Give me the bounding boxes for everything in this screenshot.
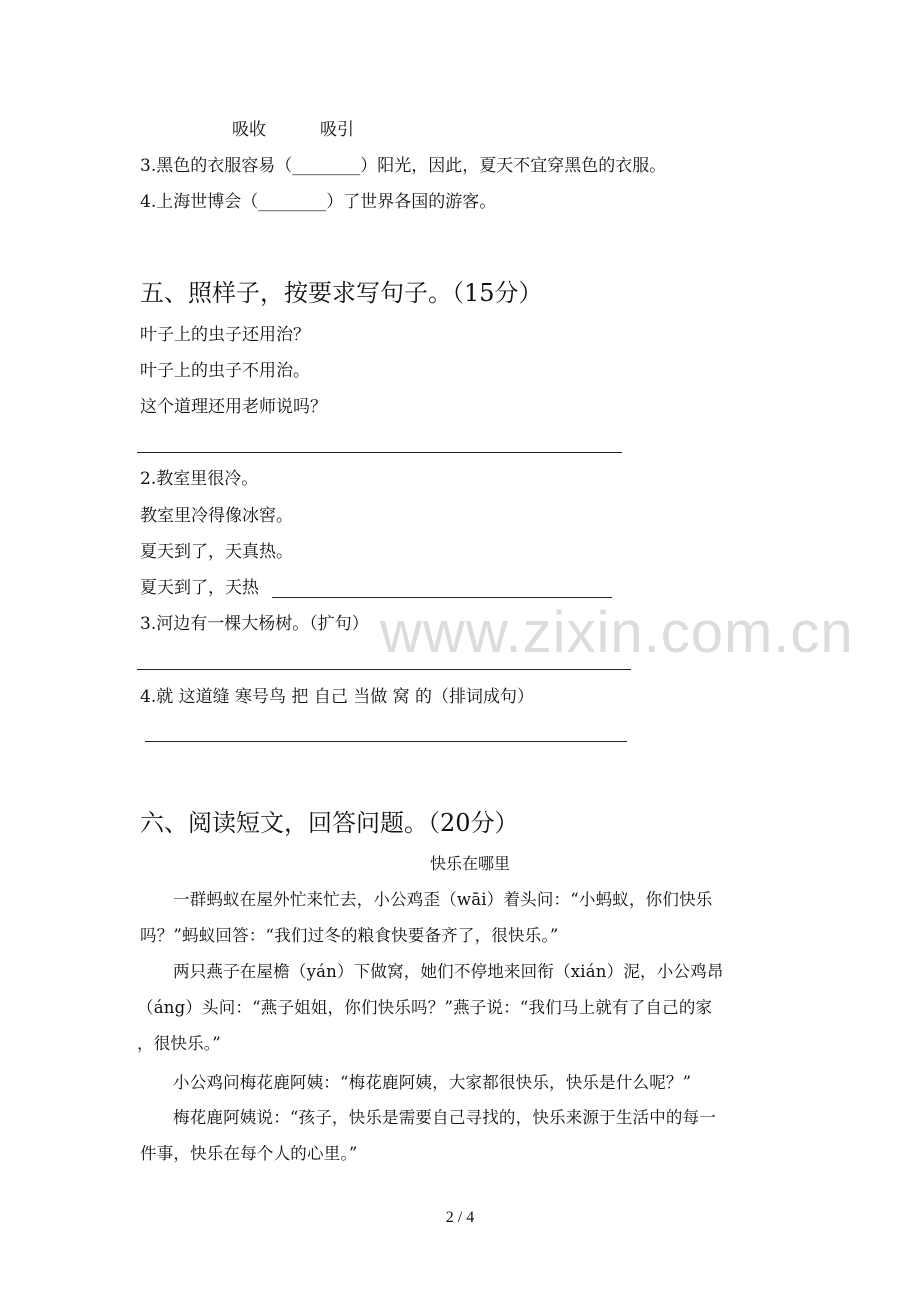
question-sentence: 4.就 这道缝 寒号鸟 把 自己 当做 窝 的（排词成句）: [140, 687, 535, 707]
example-sentence: 叶子上的虫子不用治。: [140, 361, 310, 381]
passage-line: 小公鸡问梅花鹿阿姨：“梅花鹿阿姨，大家都很快乐，快乐是什么呢？”: [173, 1073, 692, 1092]
option-word-1: 吸收: [232, 120, 266, 140]
question-sentence: 夏天到了，天热: [140, 578, 259, 598]
example-sentence: 叶子上的虫子还用治？: [140, 325, 310, 345]
passage-line: （áng）头问：“燕子姐姐，你们快乐吗？”燕子说：“我们马上就有了自己的家: [137, 998, 713, 1017]
passage-line: 件事，快乐在每个人的心里。”: [140, 1144, 358, 1163]
passage-line: 一群蚂蚁在屋外忙来忙去，小公鸡歪（wāi）着头问：“小蚂蚁，你们快乐: [173, 890, 713, 909]
answer-line[interactable]: [137, 669, 631, 670]
question-sentence: 3.河边有一棵大杨树。（扩句）: [140, 614, 369, 634]
question-sentence: 这个道理还用老师说吗？: [140, 397, 327, 417]
page-number: 2 / 4: [445, 1209, 475, 1226]
passage-line: ，很快乐。”: [137, 1034, 221, 1053]
passage-line: 梅花鹿阿姨说：“孩子，快乐是需要自己寻找的，快乐来源于生活中的每一: [173, 1108, 717, 1127]
fill-blank-question-3: 3.黑色的衣服容易（________）阳光，因此，夏天不宜穿黑色的衣服。: [140, 156, 667, 176]
watermark: www.zixin.com.cn: [380, 600, 854, 665]
example-sentence: 教室里冷得像冰窖。: [140, 506, 293, 526]
question-sentence: 2.教室里很冷。: [140, 469, 259, 489]
fill-blank-question-4: 4.上海世博会（________）了世界各国的游客。: [140, 192, 497, 212]
section-5-heading: 五、照样子，按要求写句子。（15分）: [140, 279, 543, 307]
answer-line[interactable]: [137, 452, 622, 453]
section-6-heading: 六、阅读短文，回答问题。（20分）: [140, 809, 519, 837]
answer-line[interactable]: [145, 741, 627, 742]
option-word-2: 吸引: [320, 120, 354, 140]
passage-line: 两只燕子在屋檐（yán）下做窝，她们不停地来回衔（xián）泥，小公鸡昂: [173, 962, 724, 981]
passage-line: 吗？”蚂蚁回答：“我们过冬的粮食快要备齐了，很快乐。”: [140, 926, 559, 945]
passage-title: 快乐在哪里: [430, 854, 511, 873]
answer-line[interactable]: [272, 597, 612, 598]
question-sentence: 夏天到了，天真热。: [140, 542, 293, 562]
